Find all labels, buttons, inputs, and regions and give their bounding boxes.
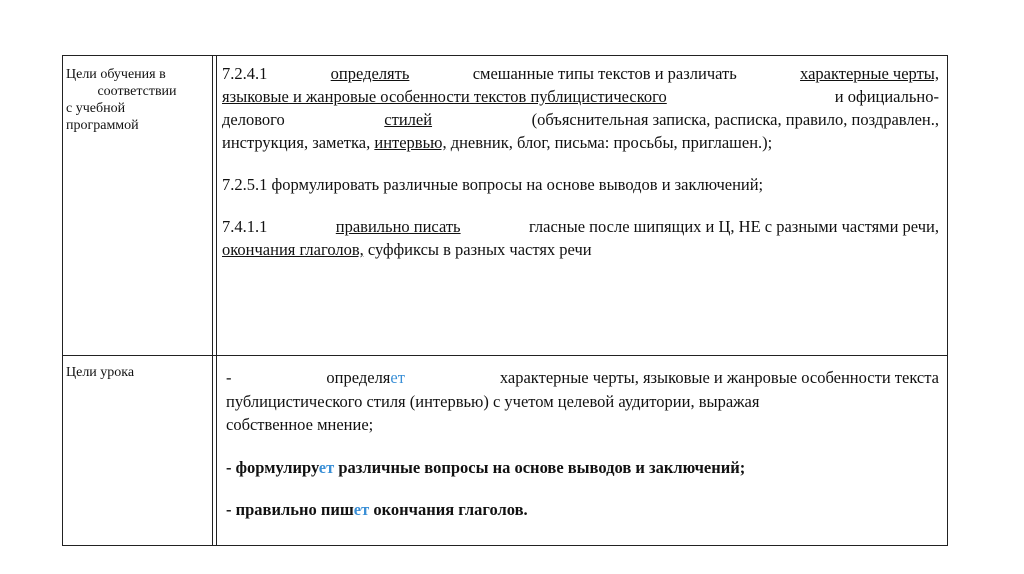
objective-7-2-5-1: 7.2.5.1 формулировать различные вопросы на основе выводов и заключений; xyxy=(222,175,764,194)
label-line-3: с учебной xyxy=(66,101,126,116)
learning-objectives-content xyxy=(216,56,947,355)
label-line-2: соответствии xyxy=(97,84,177,99)
verb-ending-highlight: ет xyxy=(390,368,405,387)
verb-ending-highlight: ет xyxy=(353,500,370,519)
learning-objectives-label xyxy=(63,56,213,355)
label-line-4: программой xyxy=(66,118,139,133)
objective-7-4-1-1: 7.4.1.1 правильно писать гласные после шипящих и Ц, НЕ с разными частями речи, окончания глаголов, суффиксы в разных частях речи xyxy=(222,217,939,259)
lesson-goal-3: - правильно пишет окончания глаголов. xyxy=(226,500,528,519)
lesson-goals-content xyxy=(216,356,947,545)
objective-7-2-4-1: 7.2.4.1 определять смешанные типы текстов и различать характерные черты, языковые и жанровые особенности текстов публицистического и официально- делового стилей (объяснительная записка, расписка, правило, поздравлен., инструкция, заметка, интервью, дневник, блог, письма: просьбы, приглашен.); xyxy=(222,64,939,152)
verb-ending-highlight: ет xyxy=(318,457,335,477)
objectives-table xyxy=(62,55,948,546)
label-line-1: Цели обучения в xyxy=(66,67,166,82)
lesson-goals-row xyxy=(63,356,947,545)
lesson-goal-1: - определяет характерные черты, языковые и жанровые особенности текста публицистического стиля (интервью) с учетом целевой аудитории, выражая собственное мнение; xyxy=(226,368,939,434)
learning-objectives-row xyxy=(63,56,947,356)
lesson-goals-label: Цели урока xyxy=(63,356,213,545)
lesson-goal-2: - формулирует различные вопросы на основе выводов и заключений; xyxy=(226,457,746,477)
